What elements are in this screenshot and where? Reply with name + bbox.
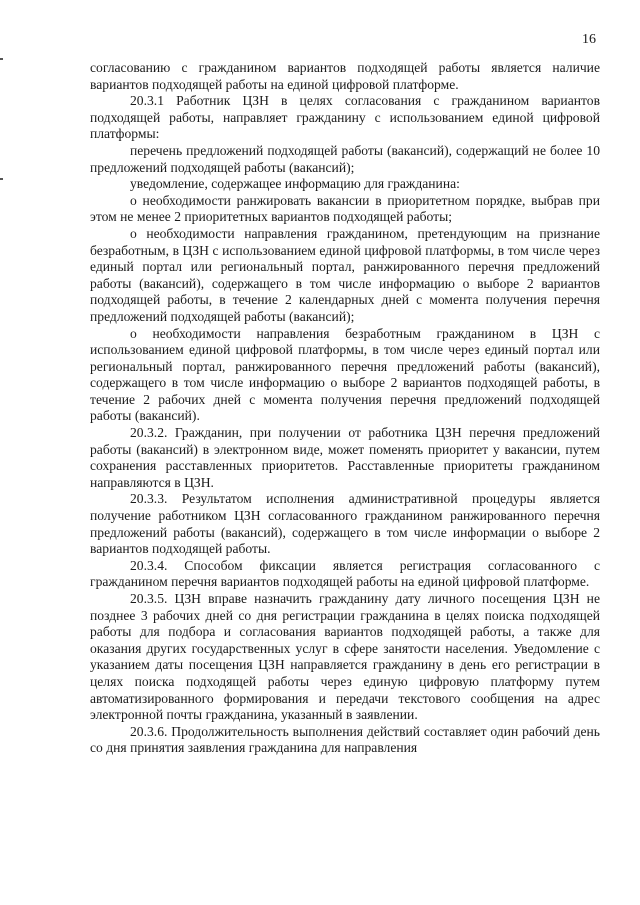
paragraph: 20.3.6. Продолжительность выполнения действий составляет один рабочий день со дня принятия заявления гражданина для направления [90, 723, 600, 756]
scan-edge-mark [0, 178, 3, 180]
paragraph: согласованию с гражданином вариантов подходящей работы является наличие вариантов подходящей работы на единой цифровой платформе. [90, 60, 600, 92]
paragraph: 20.3.4. Способом фиксации является регистрация согласованного с гражданином перечня вариантов подходящей работы на единой цифровой платформе. [90, 557, 600, 590]
document-body [90, 60, 600, 757]
paragraph: уведомление, содержащее информацию для гражданина: [130, 176, 460, 192]
paragraph: 20.3.3. Результатом исполнения административной процедуры является получение работником ЦЗН согласованного гражданином ранжированного перечня предложений работы (вакансий), содержащего в том числе информации о выборе 2 вариантов подходящей работы. [90, 491, 600, 557]
paragraph: 20.3.2. Гражданин, при получении от работника ЦЗН перечня предложений работы (вакансий) в электронном виде, может поменять приоритет у вакансии, путем сохранения расставленных приоритетов. Расставленные приоритеты гражданином направляются в ЦЗН. [90, 425, 600, 490]
paragraph: о необходимости направления гражданином, претендующим на признание безработным, в ЦЗН с использованием единой цифровой платформы, в том числе через единый портал или региональный портал, ранжированного перечня предложений работы (вакансий), содержащего в том числе информацию о выборе 2 вариантов подходящей работы, в течение 2 календарных дней с момента получения перечня предложений подходящей работы (вакансий); [90, 225, 600, 324]
paragraph: 20.3.1 Работник ЦЗН в целях согласования с гражданином вариантов подходящей работы, направляет гражданину с использованием единой цифровой платформы: [90, 93, 600, 142]
paragraph: о необходимости направления безработным гражданином в ЦЗН с использованием единой цифровой платформы, в том числе через единый портал или региональный портал, ранжированного перечня предложений работы (вакансий), содержащего в том числе информацию о выборе 2 вариантов подходящей работы, в течение 2 рабочих дней с момента получения перечня предложений подходящей работы (вакансий). [90, 325, 600, 424]
paragraph: 20.3.5. ЦЗН вправе назначить гражданину дату личного посещения ЦЗН не позднее 3 рабочих дней со дня регистрации гражданина в целях поиска подходящей работы для подбора и согласования вариантов подходящей работы, а также для оказания других государственных услуг в сфере занятости населения. Уведомление с указанием даты посещения ЦЗН направляется гражданину в день его регистрации в целях поиска подходящей работы через единую цифровую платформу путем автоматизированного формирования и передачи текстового сообщения на адрес электронной почты гражданина, указанный в заявлении. [90, 591, 600, 723]
paragraph: перечень предложений подходящей работы (вакансий), содержащий не более 10 предложений подходящей работы (вакансий); [90, 142, 600, 175]
scan-edge-mark [0, 58, 3, 60]
page-number: 16 [582, 32, 596, 47]
paragraph: о необходимости ранжировать вакансии в приоритетном порядке, выбрав при этом не менее 2 приоритетных вариантов подходящей работы; [90, 192, 600, 225]
